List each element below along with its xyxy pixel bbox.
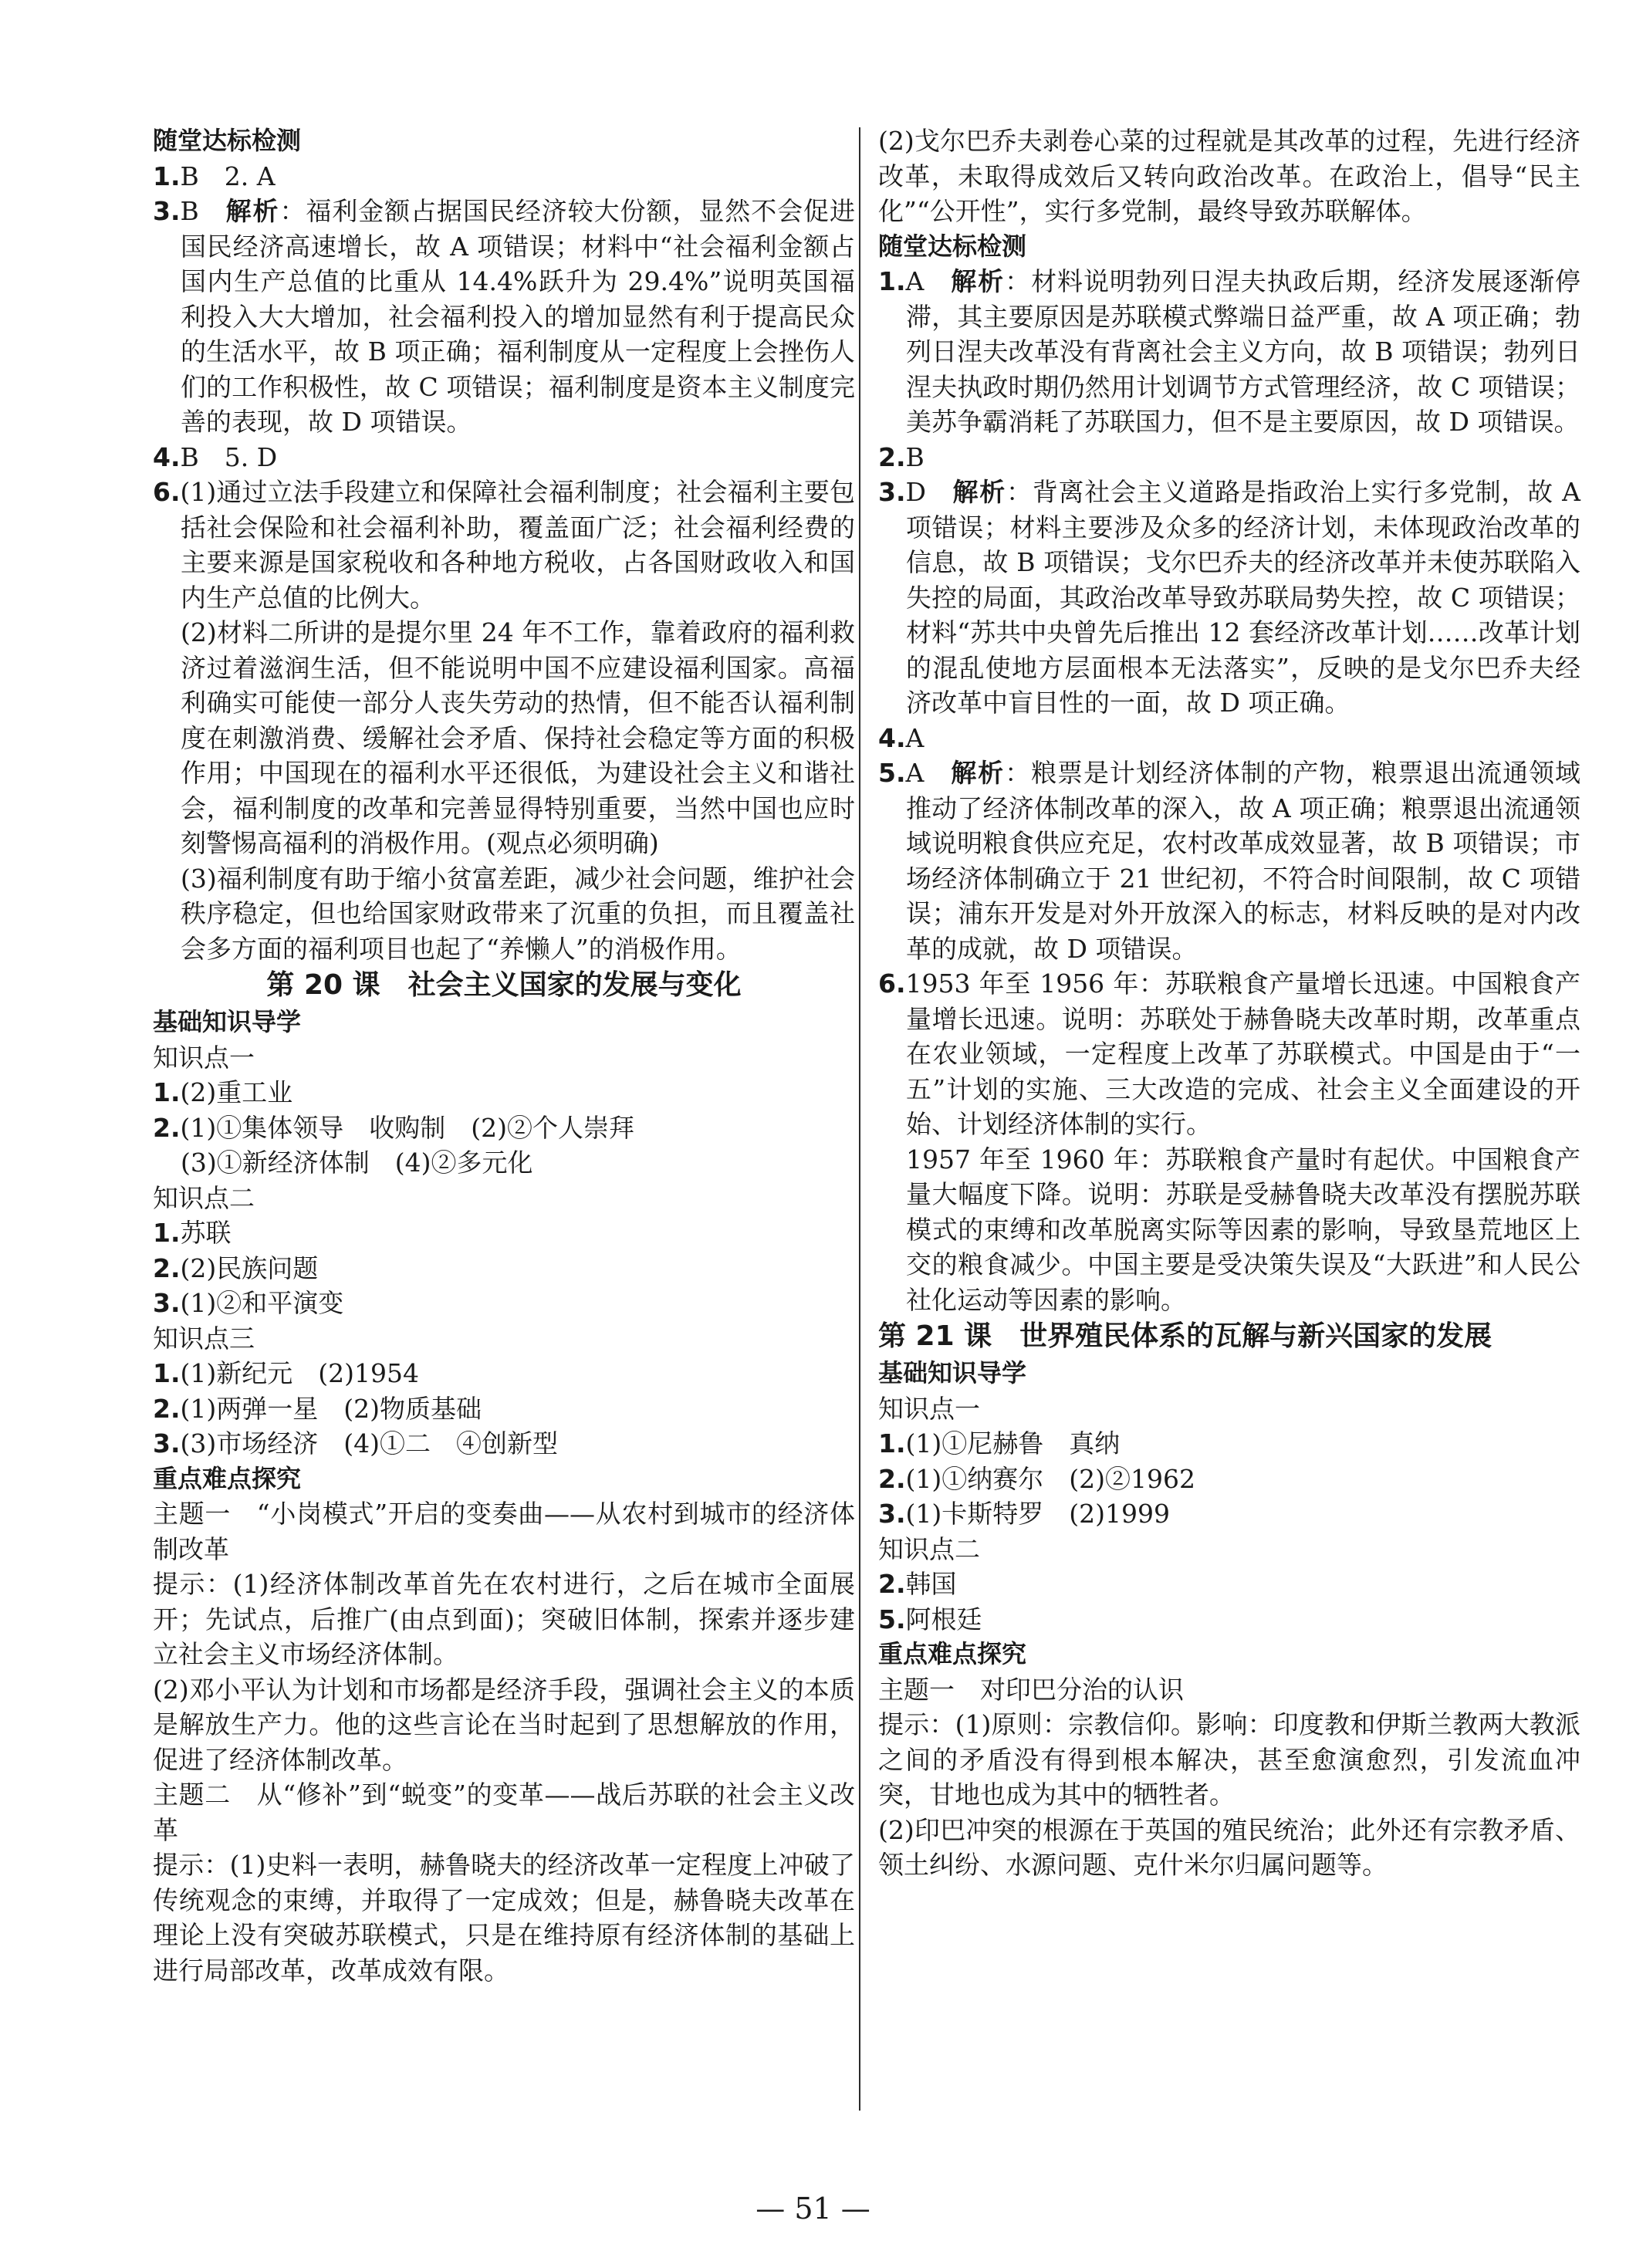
answer-text: (2)重工业 (180, 1077, 293, 1107)
answer-item (878, 721, 1580, 756)
paragraph: 知识点二 (878, 1533, 980, 1564)
answer-item (878, 264, 1580, 440)
answer-number: 1. (153, 1218, 181, 1248)
answer-text: B 5. D (180, 441, 278, 472)
analysis-label: 解析 (952, 477, 1006, 507)
answer-item (878, 1602, 1580, 1638)
page-number: — 51 — (756, 2192, 870, 2226)
column-divider (859, 127, 860, 2111)
answer-text: B 2. A (180, 161, 276, 191)
answer-number: 3. (153, 196, 181, 226)
answer-continuation: 1957 年至 1960 年：苏联粮食产量时有起伏。中国粮食产量大幅度下降。说明：苏联是受赫鲁晓夫改革没有摆脱苏联模式的束缚和改革脱离实际等因素的影响，导致垦荒地区上交的粮食减少。中国主要是受决策失误及“大跃进”和人民公社化运动等因素的影响。 (906, 1144, 1580, 1315)
answer-text: ：粮票是计划经济体制的产物，粮票退出流通领域推动了经济体制改革的深入，故 A 项正确；粮票退出流通领域说明粮食供应充足，农村改革成效显著，故 B 项错误；市场经济体制确立于 21 世纪初，不符合时间限制，故 C 项错误；浦东开发是对外开放深入的标志，材料反映的是对内改革的成就，故 D 项错误。 (906, 758, 1581, 964)
answer-text: (1)新纪元 (2)1954 (180, 1358, 419, 1388)
answer-text: (1)②和平演变 (180, 1288, 344, 1318)
lesson-title: 第 21 课 世界殖民体系的瓦解与新兴国家的发展 (878, 1320, 1492, 1352)
answer-choice: A (905, 266, 952, 296)
answer-item (153, 1251, 855, 1286)
answer-item (153, 1215, 855, 1251)
section-heading: 基础知识导学 (153, 1007, 302, 1036)
answer-number: 3. (153, 1428, 181, 1458)
answer-text: 阿根廷 (905, 1604, 982, 1634)
answer-item (878, 1567, 1580, 1602)
answer-choice: D (905, 477, 953, 507)
answer-choice: A (905, 758, 952, 788)
answer-text: (1)卡斯特罗 (2)1999 (905, 1499, 1170, 1529)
answer-number: 6. (878, 968, 906, 999)
paragraph: 知识点三 (153, 1323, 255, 1354)
answer-number: 1. (153, 1077, 181, 1107)
answer-item (878, 440, 1580, 475)
paragraph: 主题一 “小岗模式”开启的变奏曲——从农村到城市的经济体制改革 (153, 1499, 855, 1564)
answer-item (878, 1426, 1580, 1462)
section-heading: 基础知识导学 (878, 1358, 1027, 1388)
answer-number: 1. (878, 1428, 906, 1458)
answer-item (153, 1356, 855, 1391)
answer-number: 5. (878, 758, 906, 788)
answer-text: ：背离社会主义道路是指政治上实行多党制，故 A 项错误；材料主要涉及众多的经济计划，未体现政治改革的信息，故 B 项错误；戈尔巴乔夫的经济改革并未使苏联陷入失控的局面，其政治改革导致苏联局势失控，故 C 项错误；材料“苏共中央曾先后推出 12 套经济改革计划……改革计划的混乱使地方层面根本无法落实”，反映的是戈尔巴乔夫经济改革中盲目性的一面，故 D 项正确。 (906, 477, 1580, 718)
answer-number: 4. (153, 441, 181, 472)
answer-text: ：福利金额占据国民经济较大份额，显然不会促进国民经济高速增长，故 A 项错误；材料中“社会福利金额占国内生产总值的比重从 14.4%跃升为 29.4%”说明英国福利投入大大增加，社会福利投入的增加显然有利于提高民众的生活水平，故 B 项正确；福利制度从一定程度上会挫伤人们的工作积极性，故 C 项错误；福利制度是资本主义制度完善的表现，故 D 项错误。 (181, 196, 855, 437)
answer-number: 2. (153, 1252, 181, 1283)
answer-number: 2. (878, 1463, 906, 1494)
answer-number: 5. (878, 1604, 906, 1634)
section-heading: 随堂达标检测 (153, 126, 302, 155)
answer-item (153, 1426, 855, 1462)
paragraph: 知识点二 (153, 1182, 255, 1213)
answer-number: 2. (878, 441, 906, 472)
answer-number: 3. (878, 1499, 906, 1529)
answer-number: 4. (878, 722, 906, 753)
answer-text: (3)市场经济 (4)①二 ④创新型 (180, 1428, 558, 1458)
analysis-label: 解析 (951, 758, 1006, 788)
answer-item (153, 194, 855, 440)
section-heading: 随堂达标检测 (878, 231, 1027, 261)
answer-text: 韩国 (905, 1569, 957, 1599)
answer-text: ：材料说明勃列日涅夫执政后期，经济发展逐渐停滞，其主要原因是苏联模式弊端日益严重，故 A 项正确；勃列日涅夫改革没有背离社会主义方向，故 B 项错误；勃列日涅夫执政时期仍然用计划调节方式管理经济，故 C 项错误；美苏争霸消耗了苏联国力，但不是主要原因，故 D 项错误。 (906, 266, 1581, 437)
answer-item (153, 1391, 855, 1427)
answer-number: 6. (153, 477, 181, 507)
answer-item (153, 1075, 855, 1110)
answer-number: 1. (878, 266, 906, 296)
answer-number: 3. (878, 477, 906, 507)
answer-number: 1. (153, 161, 181, 191)
answer-number: 3. (153, 1288, 181, 1318)
answer-text: (1)两弹一星 (2)物质基础 (180, 1393, 482, 1424)
answer-choice: B (180, 196, 226, 226)
section-heading: 重点难点探究 (878, 1639, 1027, 1668)
answer-item (878, 475, 1580, 721)
answer-number: 2. (878, 1569, 906, 1599)
answer-item (153, 1286, 855, 1321)
answer-text: (1)通过立法手段建立和保障社会福利制度；社会福利主要包括社会保险和社会福利补助，覆盖面广泛；社会福利经费的主要来源是国家税收和各种地方税收，占各国财政收入和国内生产总值的比例大。 (180, 477, 855, 613)
answer-continuation: (2)材料二所讲的是提尔里 24 年不工作，靠着政府的福利救济过着滋润生活，但不能说明中国不应建设福利国家。高福利确实可能使一部分人丧失劳动的热情，但不能否认福利制度在刺激消费、缓解社会矛盾、保持社会稳定等方面的积极作用；中国现在的福利水平还很低，为建设社会主义和谐社会，福利制度的改革和完善显得特别重要，当然中国也应时刻警惕高福利的消极作用。(观点必须明确) (181, 617, 855, 858)
answer-text: A (905, 722, 925, 753)
paragraph: (2)邓小平认为计划和市场都是经济手段，强调社会主义的本质是解放生产力。他的这些言论在当时起到了思想解放的作用，促进了经济体制改革。 (153, 1674, 855, 1775)
answer-continuation: (3)福利制度有助于缩小贫富差距，减少社会问题，维护社会秩序稳定，但也给国家财政带来了沉重的负担，而且覆盖社会多方面的福利项目也起了“养懒人”的消极作用。 (181, 863, 855, 964)
lesson-title: 第 20 课 社会主义国家的发展与变化 (266, 969, 742, 1001)
paragraph: 主题一 对印巴分治的认识 (878, 1674, 1184, 1705)
answer-text: (1)①集体领导 收购制 (2)②个人崇拜 (180, 1112, 634, 1143)
answer-number: 1. (153, 1358, 181, 1388)
section-heading: 重点难点探究 (153, 1463, 302, 1493)
paragraph: (2)印巴冲突的根源在于英国的殖民统治；此外还有宗教矛盾、领土纠纷、水源问题、克什米尔归属问题等。 (878, 1814, 1580, 1880)
answer-text: 1953 年至 1956 年：苏联粮食产量增长迅速。中国粮食产量增长迅速。说明：苏联处于赫鲁晓夫改革时期，改革重点在农业领域，一定程度上改革了苏联模式。中国是由于“一五”计划的实施、三大改造的完成、社会主义全面建设的开始、计划经济体制的实行。 (905, 968, 1580, 1139)
answer-item (878, 966, 1580, 1142)
answer-item (878, 755, 1580, 966)
answer-number: 2. (153, 1393, 181, 1424)
answer-item (878, 1496, 1580, 1532)
paragraph: 提示：(1)原则：宗教信仰。影响：印度教和伊斯兰教两大教派之间的矛盾没有得到根本解决，甚至愈演愈烈，引发流血冲突，甘地也成为其中的牺牲者。 (878, 1709, 1580, 1810)
answer-continuation: (3)①新经济体制 (4)②多元化 (181, 1148, 533, 1178)
answer-item (153, 475, 855, 615)
answer-text: (1)①尼赫鲁 真纳 (905, 1428, 1121, 1458)
answer-item (153, 159, 855, 194)
answer-item (878, 1462, 1580, 1497)
answer-text: (1)①纳赛尔 (2)②1962 (905, 1463, 1195, 1494)
left-column (153, 123, 855, 1988)
right-column (878, 123, 1580, 1883)
paragraph: 提示：(1)史料一表明，赫鲁晓夫的经济改革一定程度上冲破了传统观念的束缚，并取得了一定成效；但是，赫鲁晓夫改革在理论上没有突破苏联模式，只是在维持原有经济体制的基础上进行局部改革，改革成效有限。 (153, 1850, 855, 1986)
answer-text: B (905, 441, 925, 472)
answer-text: 苏联 (180, 1218, 232, 1248)
answer-text: (2)民族问题 (180, 1252, 319, 1283)
analysis-label: 解析 (225, 196, 280, 226)
paragraph: 主题二 从“修补”到“蜕变”的变革——战后苏联的社会主义改革 (153, 1780, 855, 1845)
paragraph: 提示：(1)经济体制改革首先在农村进行，之后在城市全面展开；先试点，后推广(由点到面)；突破旧体制，探索并逐步建立社会主义市场经济体制。 (153, 1569, 855, 1669)
answer-item (153, 1110, 855, 1146)
answer-item (153, 440, 855, 475)
paragraph: 知识点一 (878, 1393, 980, 1424)
paragraph: 知识点一 (153, 1042, 255, 1073)
analysis-label: 解析 (951, 266, 1006, 296)
paragraph: (2)戈尔巴乔夫剥卷心菜的过程就是其改革的过程，先进行经济改革，未取得成效后又转向政治改革。在政治上，倡导“民主化”“公开性”，实行多党制，最终导致苏联解体。 (878, 126, 1580, 226)
answer-number: 2. (153, 1112, 181, 1143)
